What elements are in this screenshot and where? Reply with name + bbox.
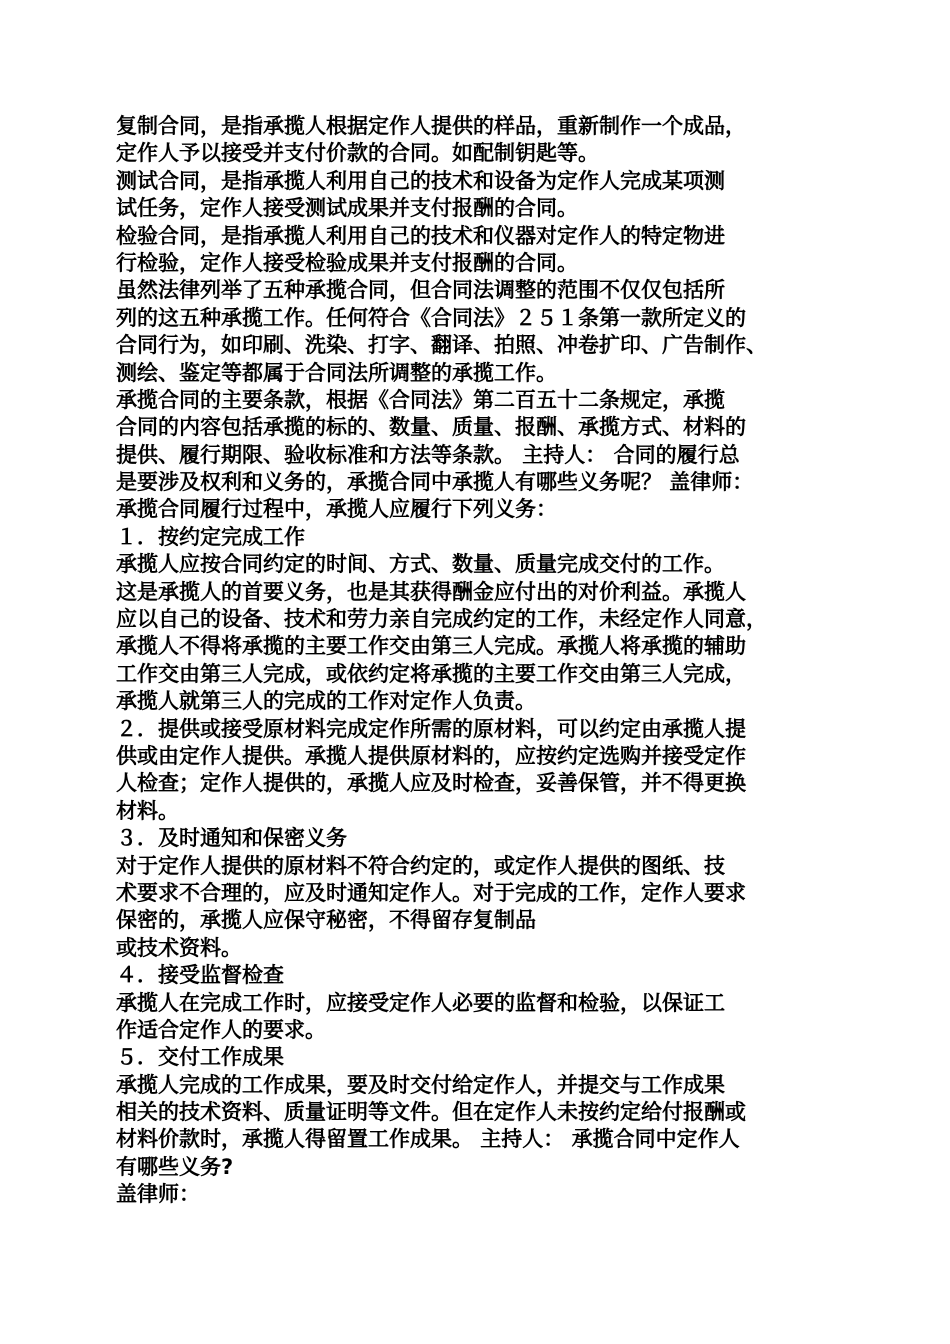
text-line: １．按约定完成工作 — [116, 524, 305, 549]
text-line: 测试合同，是指承揽人利用自己的技术和设备为定作人完成某项测 — [116, 168, 725, 193]
text-line: 承揽合同的主要条款，根据《合同法》第二百五十二条规定，承揽 — [116, 387, 725, 412]
text-line: 测绘、鉴定等都属于合同法所调整的承揽工作。 — [116, 360, 557, 385]
text-line: 行检验，定作人接受检验成果并支付报酬的合同。 — [116, 250, 578, 275]
text-line: 提供、履行期限、验收标准和方法等条款。 主持人： 合同的履行总 — [116, 442, 740, 467]
text-line: 列的这五种承揽工作。任何符合《合同法》２５１条第一款所定义的 — [116, 305, 746, 330]
text-line: 是要涉及权利和义务的，承揽合同中承揽人有哪些义务呢？ 盖律师： — [116, 470, 754, 495]
text-line: 合同行为，如印刷、洗染、打字、翻译、拍照、冲卷扩印、广告制作、 — [116, 333, 767, 358]
text-line: 有哪些义务? — [116, 1154, 234, 1179]
text-line: 供或由定作人提供。承揽人提供原材料的，应按约定选购并接受定作 — [116, 743, 746, 768]
text-line: 人检查；定作人提供的，承揽人应及时检查，妥善保管，并不得更换 — [116, 771, 746, 796]
text-line: ４．接受监督检查 — [116, 963, 284, 988]
text-line: 盖律师： — [116, 1182, 200, 1207]
text-line: 这是承揽人的首要义务，也是其获得酬金应付出的对价利益。承揽人 — [116, 579, 746, 604]
text-line: 材料。 — [116, 798, 179, 823]
text-line: 承揽人不得将承揽的主要工作交由第三人完成。承揽人将承揽的辅助 — [116, 634, 746, 659]
text-line: 工作交由第三人完成，或依约定将承揽的主要工作交由第三人完成， — [116, 661, 746, 686]
text-line: 检验合同，是指承揽人利用自己的技术和仪器对定作人的特定物进 — [116, 223, 725, 248]
text-line: 对于定作人提供的原材料不符合约定的，或定作人提供的图纸、技 — [116, 853, 725, 878]
text-line: 保密的，承揽人应保守秘密，不得留存复制品 — [116, 908, 536, 933]
text-line: 应以自己的设备、技术和劳力亲自完成约定的工作，未经定作人同意， — [116, 607, 767, 632]
text-line: ３．及时通知和保密义务 — [116, 826, 347, 851]
text-line: 虽然法律列举了五种承揽合同，但合同法调整的范围不仅仅包括所 — [116, 278, 725, 303]
text-line: 定作人予以接受并支付价款的合同。如配制钥匙等。 — [116, 141, 599, 166]
text-line: 试任务，定作人接受测试成果并支付报酬的合同。 — [116, 196, 578, 221]
document-body — [116, 113, 856, 1209]
text-line: ２．提供或接受原材料完成定作所需的原材料，可以约定由承揽人提 — [116, 716, 746, 741]
text-line: 承揽人就第三人的完成的工作对定作人负责。 — [116, 689, 536, 714]
text-line: 或技术资料。 — [116, 935, 242, 960]
text-line: 承揽人在完成工作时，应接受定作人必要的监督和检验，以保证工 — [116, 990, 725, 1015]
text-line: 材料价款时，承揽人得留置工作成果。 主持人： 承揽合同中定作人 — [116, 1127, 740, 1152]
text-line: 承揽合同履行过程中，承揽人应履行下列义务： — [116, 497, 557, 522]
text-line: 承揽人应按合同约定的时间、方式、数量、质量完成交付的工作。 — [116, 552, 725, 577]
text-line: 作适合定作人的要求。 — [116, 1017, 326, 1042]
text-line: ５．交付工作成果 — [116, 1045, 284, 1070]
text-line: 合同的内容包括承揽的标的、数量、质量、报酬、承揽方式、材料的 — [116, 415, 746, 440]
text-line: 相关的技术资料、质量证明等文件。但在定作人未按约定给付报酬或 — [116, 1100, 746, 1125]
text-line: 术要求不合理的，应及时通知定作人。对于完成的工作，定作人要求 — [116, 880, 746, 905]
text-line: 复制合同，是指承揽人根据定作人提供的样品，重新制作一个成品， — [116, 114, 746, 138]
text-line: 承揽人完成的工作成果，要及时交付给定作人，并提交与工作成果 — [116, 1072, 725, 1097]
